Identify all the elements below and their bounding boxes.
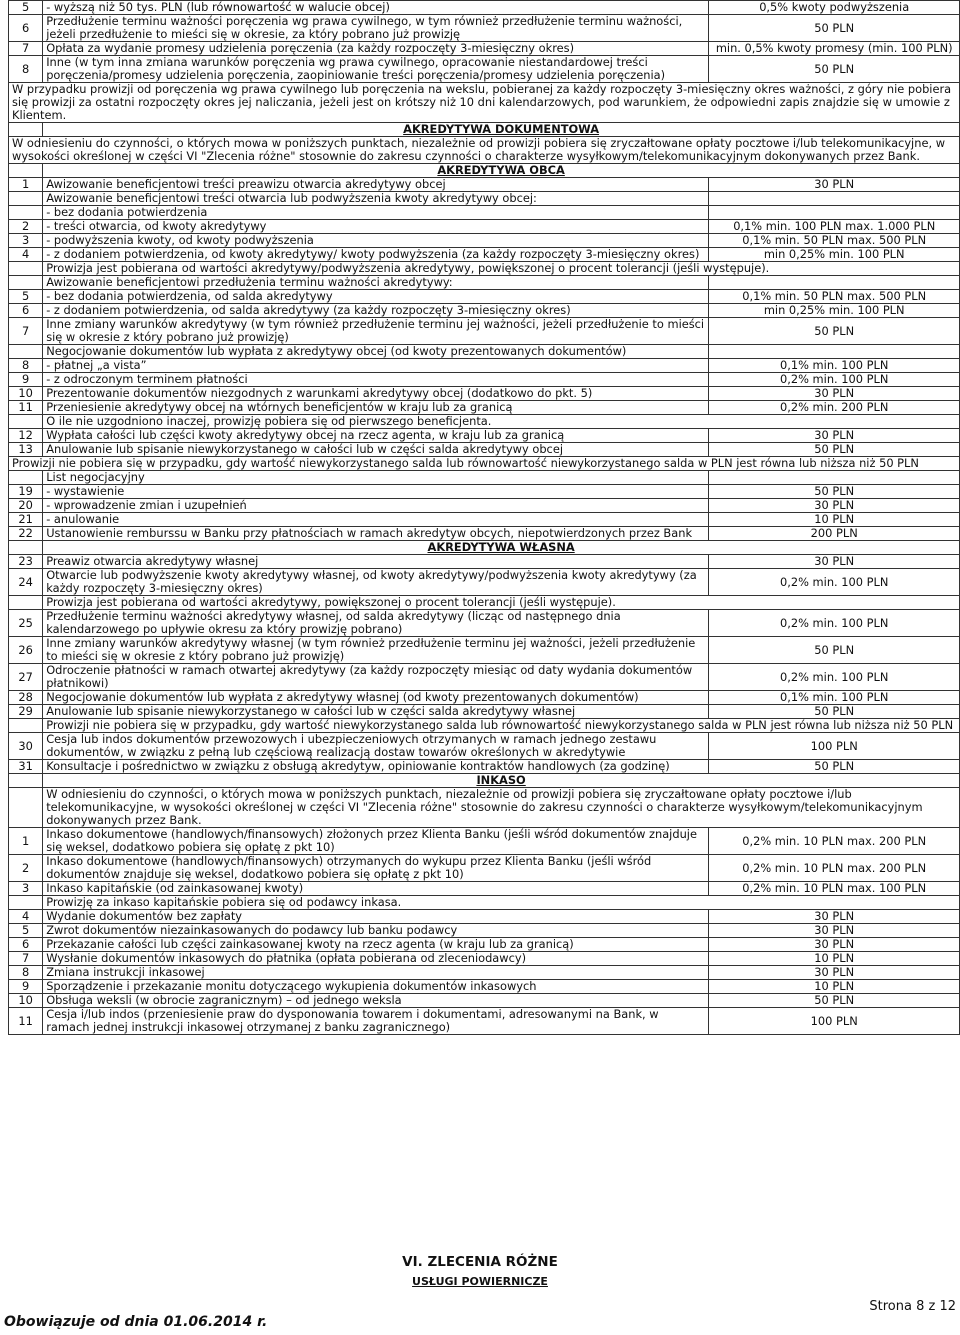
valid-from-date: Obowiązuje od dnia 01.06.2014 r. bbox=[4, 1314, 268, 1330]
row-fee: 0,1% min. 100 PLN bbox=[709, 359, 960, 373]
row-fee: 10 PLN bbox=[709, 980, 960, 994]
row-number: 28 bbox=[9, 691, 43, 705]
fee-row bbox=[9, 569, 960, 596]
row-description: Negocjowanie dokumentów lub wypłata z akredytywy obcej (od kwoty prezentowanych dokumentów) bbox=[43, 345, 709, 359]
row-description: Negocjowanie dokumentów lub wypłata z akredytywy własnej (od kwoty prezentowanych dokumentów) bbox=[43, 691, 709, 705]
row-fee: min. 0,5% kwoty promesy (min. 100 PLN) bbox=[709, 42, 960, 56]
fee-row bbox=[9, 527, 960, 541]
section-heading: AKREDYTYWA DOKUMENTOWA bbox=[43, 123, 960, 137]
fee-row bbox=[9, 457, 960, 471]
row-fee: 50 PLN bbox=[709, 485, 960, 499]
note-text: W odniesieniu do czynności, o których mowa w poniższych punktach, niezależnie od prowizji pobiera się zryczałtowane opłaty pocztowe i/lub telekomunikacyjne, w wysokości określonej w części VI "Zlecenia różne" stosownie do zakresu czynności o charakterze wysyłkowym/telekomunikacyjnym dokonywanych przez Bank. bbox=[43, 788, 960, 828]
row-description: Zmiana instrukcji inkasowej bbox=[43, 966, 709, 980]
fee-row bbox=[9, 304, 960, 318]
row-description: - bez dodania potwierdzenia, od salda akredytywy bbox=[43, 290, 709, 304]
row-fee bbox=[709, 276, 960, 290]
row-fee: 200 PLN bbox=[709, 527, 960, 541]
row-description: Sporządzenie i przekazanie monitu dotyczącego wykupienia dokumentów inkasowych bbox=[43, 980, 709, 994]
row-number: 10 bbox=[9, 387, 43, 401]
row-fee: 0,2% min. 10 PLN max. 100 PLN bbox=[709, 882, 960, 896]
note-text: Prowizji nie pobiera się w przypadku, gdy wartość niewykorzystanego salda lub równowartość niewykorzystanego salda w PLN jest równa lub niższa niż 50 PLN bbox=[9, 457, 960, 471]
row-number: 4 bbox=[9, 248, 43, 262]
row-fee bbox=[709, 192, 960, 206]
fee-row bbox=[9, 541, 960, 555]
section-heading: AKREDYTYWA OBCA bbox=[43, 164, 960, 178]
row-number bbox=[9, 276, 43, 290]
row-number: 5 bbox=[9, 290, 43, 304]
row-description: Wysłanie dokumentów inkasowych do płatnika (opłata pobierana od zleceniodawcy) bbox=[43, 952, 709, 966]
fee-row bbox=[9, 637, 960, 664]
row-number: 5 bbox=[9, 1, 43, 15]
row-number: 20 bbox=[9, 499, 43, 513]
fee-row bbox=[9, 429, 960, 443]
fees-table-body bbox=[9, 1, 960, 1035]
row-number: 29 bbox=[9, 705, 43, 719]
row-number: 19 bbox=[9, 485, 43, 499]
fee-row bbox=[9, 206, 960, 220]
row-fee: 30 PLN bbox=[709, 387, 960, 401]
row-number bbox=[9, 471, 43, 485]
row-description: - podwyższenia kwoty, od kwoty podwyższenia bbox=[43, 234, 709, 248]
fee-row bbox=[9, 42, 960, 56]
row-number bbox=[9, 123, 43, 137]
fee-row bbox=[9, 276, 960, 290]
row-description: Cesja i/lub indos (przeniesienie praw do dysponowania towarem i dokumentami, adresowanymi na Bank, w ramach jednej instrukcji inkasowej otrzymanej z banku zagranicznego) bbox=[43, 1008, 709, 1035]
row-description: Inne zmiany warunków akredytywy (w tym również przedłużenie terminu jej ważności, jeżeli przedłużenie to mieści się w okresie z który pobrano już prowizję) bbox=[43, 318, 709, 345]
row-number bbox=[9, 596, 43, 610]
row-description: - z dodaniem potwierdzenia, od salda akredytywy (za każdy rozpoczęty 3-miesięczny okres) bbox=[43, 304, 709, 318]
fee-row bbox=[9, 415, 960, 429]
row-description: Otwarcie lub podwyższenie kwoty akredytywy własnej, od kwoty akredytywy/podwyższenia kwoty akredytywy (za każdy rozpoczęty 3-miesięczny okres) bbox=[43, 569, 709, 596]
row-fee: 50 PLN bbox=[709, 56, 960, 83]
fee-row bbox=[9, 137, 960, 164]
fee-row bbox=[9, 610, 960, 637]
row-number bbox=[9, 262, 43, 276]
row-number: 8 bbox=[9, 966, 43, 980]
row-fee: 0,2% min. 10 PLN max. 200 PLN bbox=[709, 855, 960, 882]
note-text: Prowizję za inkaso kapitańskie pobiera się od podawcy inkasa. bbox=[43, 896, 960, 910]
fee-row bbox=[9, 318, 960, 345]
row-number: 5 bbox=[9, 924, 43, 938]
row-description: Zwrot dokumentów niezainkasowanych do podawcy lub banku podawcy bbox=[43, 924, 709, 938]
row-number: 1 bbox=[9, 828, 43, 855]
fee-row bbox=[9, 290, 960, 304]
row-number bbox=[9, 206, 43, 220]
row-fee bbox=[709, 471, 960, 485]
fee-row bbox=[9, 443, 960, 457]
row-number bbox=[9, 719, 43, 733]
row-number: 6 bbox=[9, 304, 43, 318]
row-description: - wystawienie bbox=[43, 485, 709, 499]
fee-row bbox=[9, 882, 960, 896]
row-fee: 0,2% min. 200 PLN bbox=[709, 401, 960, 415]
fee-row bbox=[9, 373, 960, 387]
row-description: Prezentowanie dokumentów niezgodnych z warunkami akredytywy obcej (dodatkowo do pkt. 5) bbox=[43, 387, 709, 401]
fee-row bbox=[9, 262, 960, 276]
fee-row bbox=[9, 938, 960, 952]
fee-row bbox=[9, 896, 960, 910]
fee-row bbox=[9, 719, 960, 733]
fee-row bbox=[9, 234, 960, 248]
row-number: 25 bbox=[9, 610, 43, 637]
row-number: 9 bbox=[9, 373, 43, 387]
row-fee: 100 PLN bbox=[709, 733, 960, 760]
fee-row bbox=[9, 994, 960, 1008]
row-description: List negocjacyjny bbox=[43, 471, 709, 485]
row-description: Opłata za wydanie promesy udzielenia poręczenia (za każdy rozpoczęty 3-miesięczny okres) bbox=[43, 42, 709, 56]
row-description: - wyższą niż 50 tys. PLN (lub równowartość w walucie obcej) bbox=[43, 1, 709, 15]
row-fee: 100 PLN bbox=[709, 1008, 960, 1035]
row-number bbox=[9, 345, 43, 359]
fee-row bbox=[9, 164, 960, 178]
row-number: 2 bbox=[9, 855, 43, 882]
fee-row bbox=[9, 499, 960, 513]
row-fee: 0,1% min. 50 PLN max. 500 PLN bbox=[709, 290, 960, 304]
fee-row bbox=[9, 733, 960, 760]
row-description: Konsultacje i pośrednictwo w związku z obsługą akredytyw, opiniowanie kontraktów handlowych (za godzinę) bbox=[43, 760, 709, 774]
row-number: 26 bbox=[9, 637, 43, 664]
fee-row bbox=[9, 705, 960, 719]
row-number: 22 bbox=[9, 527, 43, 541]
fee-row bbox=[9, 691, 960, 705]
section-title: VI. ZLECENIA RÓŻNE bbox=[402, 1254, 558, 1270]
note-text: Prowizja jest pobierana od wartości akredytywy, powiększonej o procent tolerancji (jeśli występuje). bbox=[43, 596, 960, 610]
row-description: Obsługa weksli (w obrocie zagranicznym) – od jednego weksla bbox=[43, 994, 709, 1008]
row-description: - z odroczonym terminem płatności bbox=[43, 373, 709, 387]
row-fee: 0,1% min. 50 PLN max. 500 PLN bbox=[709, 234, 960, 248]
row-number: 3 bbox=[9, 234, 43, 248]
row-description: - z dodaniem potwierdzenia, od kwoty akredytywy/ kwoty podwyższenia (za każdy rozpoczęty 3-miesięczny okres) bbox=[43, 248, 709, 262]
row-fee: 0,5% kwoty podwyższenia bbox=[709, 1, 960, 15]
row-description: Wydanie dokumentów bez zapłaty bbox=[43, 910, 709, 924]
row-number: 7 bbox=[9, 42, 43, 56]
row-description: - anulowanie bbox=[43, 513, 709, 527]
row-number: 12 bbox=[9, 429, 43, 443]
row-number: 9 bbox=[9, 980, 43, 994]
row-description: Przeniesienie akredytywy obcej na wtórnych beneficjentów w kraju lub za granicą bbox=[43, 401, 709, 415]
fee-row bbox=[9, 248, 960, 262]
row-description: - wprowadzenie zmian i uzupełnień bbox=[43, 499, 709, 513]
row-fee: 0,1% min. 100 PLN bbox=[709, 691, 960, 705]
row-description: Awizowanie beneficjentowi treści preawizu otwarcia akredytywy obcej bbox=[43, 178, 709, 192]
fee-row bbox=[9, 980, 960, 994]
fee-row bbox=[9, 387, 960, 401]
section-heading: AKREDYTYWA WŁASNA bbox=[43, 541, 960, 555]
fee-row bbox=[9, 555, 960, 569]
row-number: 13 bbox=[9, 443, 43, 457]
row-description: Anulowanie lub spisanie niewykorzystanego w całości lub w części salda akredytywy obcej bbox=[43, 443, 709, 457]
row-fee: 30 PLN bbox=[709, 555, 960, 569]
row-number: 23 bbox=[9, 555, 43, 569]
row-fee: 30 PLN bbox=[709, 499, 960, 513]
row-description: Przekazanie całości lub części zainkasowanej kwoty na rzecz agenta (w kraju lub za granicą) bbox=[43, 938, 709, 952]
row-fee: 30 PLN bbox=[709, 910, 960, 924]
row-number: 3 bbox=[9, 882, 43, 896]
row-number bbox=[9, 415, 43, 429]
row-fee: 50 PLN bbox=[709, 15, 960, 42]
row-number: 10 bbox=[9, 994, 43, 1008]
row-fee: 0,2% min. 100 PLN bbox=[709, 610, 960, 637]
fee-row bbox=[9, 788, 960, 828]
row-fee: 50 PLN bbox=[709, 760, 960, 774]
row-number: 8 bbox=[9, 56, 43, 83]
row-fee: 0,1% min. 100 PLN max. 1.000 PLN bbox=[709, 220, 960, 234]
row-fee bbox=[709, 206, 960, 220]
row-description: Anulowanie lub spisanie niewykorzystanego w całości lub w części salda akredytywy własnej bbox=[43, 705, 709, 719]
fee-row bbox=[9, 513, 960, 527]
note-text: O ile nie uzgodniono inaczej, prowizję pobiera się od pierwszego beneficjenta. bbox=[43, 415, 960, 429]
section-subtitle: USŁUGI POWIERNICZE bbox=[412, 1275, 548, 1288]
fee-row bbox=[9, 401, 960, 415]
fee-row bbox=[9, 828, 960, 855]
row-description: Inkaso dokumentowe (handlowych/finansowych) otrzymanych do wykupu przez Klienta Banku (jeśli wśród dokumentów znajduje się weksel, dodatkowo pobiera się opłatę z pkt 10) bbox=[43, 855, 709, 882]
row-description: Preawiz otwarcia akredytywy własnej bbox=[43, 555, 709, 569]
page-number: Strona 8 z 12 bbox=[869, 1299, 956, 1314]
row-fee: 30 PLN bbox=[709, 924, 960, 938]
row-number: 8 bbox=[9, 359, 43, 373]
fee-row bbox=[9, 359, 960, 373]
note-text: W przypadku prowizji od poręczenia wg prawa cywilnego lub poręczenia na wekslu, pobieranej za każdy rozpoczęty 3-miesięczny okres ważności, z góry nie pobiera się prowizji za ostatni rozpoczęty okres jej naliczania, jeżeli jest on krótszy niż 10 dni kalendarzowych, pod warunkiem, że odpowiedni zapis znajdzie się w umowie z Klientem. bbox=[9, 83, 960, 123]
fee-row bbox=[9, 345, 960, 359]
row-number: 11 bbox=[9, 401, 43, 415]
fee-row bbox=[9, 220, 960, 234]
row-number: 6 bbox=[9, 938, 43, 952]
fees-table bbox=[8, 0, 960, 1035]
fee-row bbox=[9, 56, 960, 83]
row-description: Awizowanie beneficjentowi przedłużenia terminu ważności akredytywy: bbox=[43, 276, 709, 290]
row-description: Inkaso dokumentowe (handlowych/finansowych) złożonych przez Klienta Banku (jeśli wśród dokumentów znajduje się weksel, dodatkowo pobiera się opłatę z pkt 10) bbox=[43, 828, 709, 855]
row-number bbox=[9, 774, 43, 788]
row-fee: 50 PLN bbox=[709, 637, 960, 664]
row-number: 30 bbox=[9, 733, 43, 760]
row-description: Inne (w tym inna zmiana warunków poręczenia wg prawa cywilnego, opracowanie niestandardowej treści poręczenia/promesy udzielenia poręczenia, zaopiniowanie treści poręczenia/promesy udzielenia poręczenia) bbox=[43, 56, 709, 83]
row-number bbox=[9, 541, 43, 555]
fee-row bbox=[9, 664, 960, 691]
fee-row bbox=[9, 123, 960, 137]
row-description: - treści otwarcia, od kwoty akredytywy bbox=[43, 220, 709, 234]
row-description: Inkaso kapitańskie (od zainkasowanej kwoty) bbox=[43, 882, 709, 896]
row-fee: min 0,25% min. 100 PLN bbox=[709, 304, 960, 318]
row-description: Inne zmiany warunków akredytywy własnej (w tym również przedłużenie terminu jej ważności, jeżeli przedłużenie to mieści się w okresie z który pobrano już prowizję) bbox=[43, 637, 709, 664]
row-fee: 30 PLN bbox=[709, 966, 960, 980]
row-number: 7 bbox=[9, 952, 43, 966]
note-text: W odniesieniu do czynności, o których mowa w poniższych punktach, niezależnie od prowizji pobiera się zryczałtowane opłaty pocztowe i/lub telekomunikacyjne, w wysokości określonej w części VI "Zlecenia różne" stosownie do zakresu czynności o charakterze wysyłkowym/telekomunikacyjnym dokonywanych przez Bank. bbox=[9, 137, 960, 164]
fee-row bbox=[9, 924, 960, 938]
row-number bbox=[9, 896, 43, 910]
row-fee: 50 PLN bbox=[709, 994, 960, 1008]
row-number: 6 bbox=[9, 15, 43, 42]
fee-row bbox=[9, 855, 960, 882]
row-number: 27 bbox=[9, 664, 43, 691]
fee-row bbox=[9, 15, 960, 42]
row-fee: 10 PLN bbox=[709, 952, 960, 966]
fee-row bbox=[9, 910, 960, 924]
row-description: Przedłużenie terminu ważności poręczenia wg prawa cywilnego, w tym również przedłużenie terminu ważności, jeżeli przedłużenie to mieści się w okresie, za który pobrano już prowizję bbox=[43, 15, 709, 42]
row-fee bbox=[709, 345, 960, 359]
fee-row bbox=[9, 471, 960, 485]
row-fee: 50 PLN bbox=[709, 318, 960, 345]
row-fee: 0,2% min. 100 PLN bbox=[709, 664, 960, 691]
row-number bbox=[9, 192, 43, 206]
section-heading: INKASO bbox=[43, 774, 960, 788]
fee-row bbox=[9, 774, 960, 788]
note-text: Prowizji nie pobiera się w przypadku, gdy wartość niewykorzystanego salda lub równowartość niewykorzystanego salda w PLN jest równa lub niższa niż 50 PLN bbox=[43, 719, 960, 733]
row-fee: 0,2% min. 10 PLN max. 200 PLN bbox=[709, 828, 960, 855]
fee-row bbox=[9, 83, 960, 123]
row-number: 24 bbox=[9, 569, 43, 596]
note-text: Prowizja jest pobierana od wartości akredytywy/podwyższenia akredytywy, powiększonej o procent tolerancji (jeśli występuje). bbox=[43, 262, 960, 276]
fee-row bbox=[9, 192, 960, 206]
row-fee: 10 PLN bbox=[709, 513, 960, 527]
row-fee: 50 PLN bbox=[709, 705, 960, 719]
row-fee: 30 PLN bbox=[709, 429, 960, 443]
row-number bbox=[9, 164, 43, 178]
fee-row bbox=[9, 596, 960, 610]
row-fee: 0,2% min. 100 PLN bbox=[709, 569, 960, 596]
row-description: Odroczenie płatności w ramach otwartej akredytywy (za każdy rozpoczęty miesiąc od daty wydania dokumentów płatnikowi) bbox=[43, 664, 709, 691]
row-fee: 50 PLN bbox=[709, 443, 960, 457]
row-number: 7 bbox=[9, 318, 43, 345]
fee-row bbox=[9, 1008, 960, 1035]
row-fee: 0,2% min. 100 PLN bbox=[709, 373, 960, 387]
fee-row bbox=[9, 966, 960, 980]
fee-row bbox=[9, 1, 960, 15]
row-description: Przedłużenie terminu ważności akredytywy własnej, od salda akredytywy (licząc od następnego dnia kalendarzowego po upływie okresu za który prowizję pobrano) bbox=[43, 610, 709, 637]
row-description: Ustanowienie remburssu w Banku przy płatnościach w ramach akredytyw obcych, niepotwierdzonych przez Bank bbox=[43, 527, 709, 541]
row-number: 2 bbox=[9, 220, 43, 234]
row-number: 21 bbox=[9, 513, 43, 527]
row-fee: 30 PLN bbox=[709, 938, 960, 952]
row-description: - płatnej „a vista” bbox=[43, 359, 709, 373]
row-number: 31 bbox=[9, 760, 43, 774]
row-fee: 30 PLN bbox=[709, 178, 960, 192]
row-number: 1 bbox=[9, 178, 43, 192]
row-description: Wypłata całości lub części kwoty akredytywy obcej na rzecz agenta, w kraju lub za granicą bbox=[43, 429, 709, 443]
row-description: Awizowanie beneficjentowi treści otwarcia lub podwyższenia kwoty akredytywy obcej: bbox=[43, 192, 709, 206]
row-number bbox=[9, 788, 43, 828]
row-description: Cesja lub indos dokumentów przewozowych i ubezpieczeniowych otrzymanych w ramach jednego zestawu dokumentów, w związku z pełną lub częściową realizacją dostaw towarów określonych w akredytywie bbox=[43, 733, 709, 760]
row-number: 11 bbox=[9, 1008, 43, 1035]
fee-row bbox=[9, 485, 960, 499]
fee-row bbox=[9, 760, 960, 774]
fee-row bbox=[9, 952, 960, 966]
row-number: 4 bbox=[9, 910, 43, 924]
row-description: - bez dodania potwierdzenia bbox=[43, 206, 709, 220]
fee-row bbox=[9, 178, 960, 192]
row-fee: min 0,25% min. 100 PLN bbox=[709, 248, 960, 262]
